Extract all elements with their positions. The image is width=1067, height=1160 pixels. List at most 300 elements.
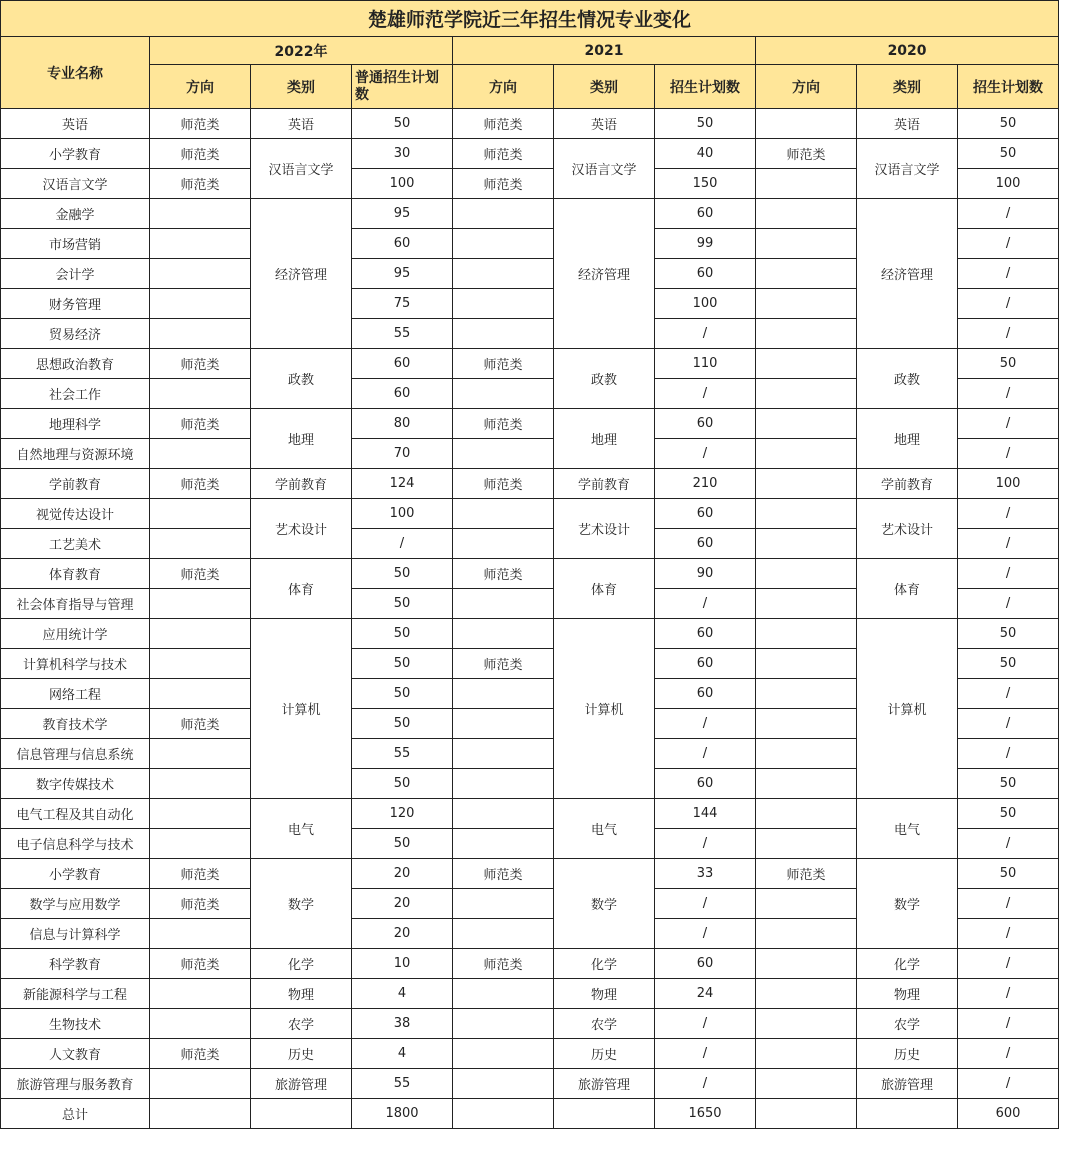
table-row — [1, 199, 1059, 229]
major-name-cell: 科学教育 — [1, 949, 150, 979]
plan-cell-2022: 50 — [352, 649, 453, 679]
category-cell-2022: 计算机 — [251, 619, 352, 799]
category-cell-2022: 体育 — [251, 559, 352, 619]
total-category-2021 — [554, 1099, 655, 1129]
direction-cell-2020 — [756, 469, 857, 499]
category-cell-2022: 汉语言文学 — [251, 139, 352, 199]
plan-cell-2020: / — [958, 259, 1059, 289]
plan-cell-2020: / — [958, 1039, 1059, 1069]
category-cell-2020: 化学 — [857, 949, 958, 979]
plan-cell-2020: / — [958, 949, 1059, 979]
table-row — [1, 949, 1059, 979]
plan-cell-2020: / — [958, 679, 1059, 709]
header-2021-category: 类别 — [554, 65, 655, 109]
header-major-name: 专业名称 — [1, 37, 150, 109]
plan-cell-2022: 20 — [352, 859, 453, 889]
direction-cell-2022 — [150, 199, 251, 229]
direction-cell-2020 — [756, 259, 857, 289]
direction-cell-2020 — [756, 439, 857, 469]
table-row — [1, 1009, 1059, 1039]
category-cell-2020: 政教 — [857, 349, 958, 409]
direction-cell-2020 — [756, 589, 857, 619]
category-cell-2022: 学前教育 — [251, 469, 352, 499]
direction-cell-2021 — [453, 889, 554, 919]
category-cell-2022: 艺术设计 — [251, 499, 352, 559]
plan-cell-2021: / — [655, 739, 756, 769]
category-cell-2021: 计算机 — [554, 619, 655, 799]
direction-cell-2020 — [756, 739, 857, 769]
plan-cell-2022: 95 — [352, 259, 453, 289]
direction-cell-2021 — [453, 379, 554, 409]
table-row — [1, 1039, 1059, 1069]
major-name-cell: 教育技术学 — [1, 709, 150, 739]
header-year-2022: 2022年 — [150, 37, 453, 65]
category-cell-2020: 电气 — [857, 799, 958, 859]
table-row — [1, 799, 1059, 829]
direction-cell-2020 — [756, 769, 857, 799]
plan-cell-2021: 60 — [655, 949, 756, 979]
major-name-cell: 小学教育 — [1, 139, 150, 169]
direction-cell-2020 — [756, 649, 857, 679]
table-row — [1, 559, 1059, 589]
major-name-cell: 地理科学 — [1, 409, 150, 439]
total-plan-2021: 1650 — [655, 1099, 756, 1129]
category-cell-2022: 政教 — [251, 349, 352, 409]
major-name-cell: 生物技术 — [1, 1009, 150, 1039]
direction-cell-2020 — [756, 709, 857, 739]
plan-cell-2021: 60 — [655, 529, 756, 559]
direction-cell-2022 — [150, 919, 251, 949]
category-cell-2022: 旅游管理 — [251, 1069, 352, 1099]
plan-cell-2021: 60 — [655, 769, 756, 799]
plan-cell-2021: 144 — [655, 799, 756, 829]
header-2022-category: 类别 — [251, 65, 352, 109]
plan-cell-2021: / — [655, 589, 756, 619]
table-row — [1, 1069, 1059, 1099]
direction-cell-2022 — [150, 589, 251, 619]
direction-cell-2022 — [150, 979, 251, 1009]
direction-cell-2022 — [150, 499, 251, 529]
direction-cell-2022: 师范类 — [150, 709, 251, 739]
direction-cell-2020 — [756, 229, 857, 259]
plan-cell-2020: / — [958, 589, 1059, 619]
plan-cell-2022: 60 — [352, 229, 453, 259]
direction-cell-2022 — [150, 1009, 251, 1039]
direction-cell-2021: 师范类 — [453, 649, 554, 679]
direction-cell-2021 — [453, 319, 554, 349]
direction-cell-2020 — [756, 799, 857, 829]
table-row — [1, 349, 1059, 379]
plan-cell-2021: / — [655, 829, 756, 859]
plan-cell-2021: 24 — [655, 979, 756, 1009]
major-name-cell: 体育教育 — [1, 559, 150, 589]
plan-cell-2022: 75 — [352, 289, 453, 319]
direction-cell-2021: 师范类 — [453, 349, 554, 379]
major-name-cell: 社会体育指导与管理 — [1, 589, 150, 619]
plan-cell-2022: 10 — [352, 949, 453, 979]
direction-cell-2021 — [453, 439, 554, 469]
direction-cell-2021 — [453, 919, 554, 949]
plan-cell-2020: 50 — [958, 619, 1059, 649]
plan-cell-2020: / — [958, 319, 1059, 349]
plan-cell-2020: / — [958, 919, 1059, 949]
plan-cell-2021: / — [655, 709, 756, 739]
direction-cell-2021 — [453, 979, 554, 1009]
category-cell-2021: 学前教育 — [554, 469, 655, 499]
major-name-cell: 自然地理与资源环境 — [1, 439, 150, 469]
direction-cell-2022 — [150, 1069, 251, 1099]
table-row — [1, 139, 1059, 169]
category-cell-2021: 政教 — [554, 349, 655, 409]
header-2020-direction: 方向 — [756, 65, 857, 109]
plan-cell-2022: 55 — [352, 319, 453, 349]
direction-cell-2021: 师范类 — [453, 469, 554, 499]
direction-cell-2021: 师范类 — [453, 109, 554, 139]
direction-cell-2020 — [756, 409, 857, 439]
direction-cell-2022: 师范类 — [150, 949, 251, 979]
direction-cell-2021 — [453, 499, 554, 529]
major-name-cell: 电子信息科学与技术 — [1, 829, 150, 859]
direction-cell-2020 — [756, 949, 857, 979]
header-year-2020: 2020 — [756, 37, 1059, 65]
plan-cell-2020: / — [958, 199, 1059, 229]
total-direction-2020 — [756, 1099, 857, 1129]
header-year-2021: 2021 — [453, 37, 756, 65]
direction-cell-2022: 师范类 — [150, 349, 251, 379]
category-cell-2020: 历史 — [857, 1039, 958, 1069]
direction-cell-2022 — [150, 289, 251, 319]
major-name-cell: 工艺美术 — [1, 529, 150, 559]
category-cell-2021: 物理 — [554, 979, 655, 1009]
plan-cell-2022: 124 — [352, 469, 453, 499]
direction-cell-2020: 师范类 — [756, 859, 857, 889]
table-body — [1, 109, 1059, 1129]
plan-cell-2022: 100 — [352, 169, 453, 199]
direction-cell-2020 — [756, 679, 857, 709]
total-label: 总计 — [1, 1099, 150, 1129]
plan-cell-2021: / — [655, 1039, 756, 1069]
plan-cell-2020: / — [958, 739, 1059, 769]
direction-cell-2021 — [453, 199, 554, 229]
header-2021-plan: 招生计划数 — [655, 65, 756, 109]
plan-cell-2020: / — [958, 289, 1059, 319]
direction-cell-2021 — [453, 769, 554, 799]
plan-cell-2022: 50 — [352, 589, 453, 619]
header-2020-plan: 招生计划数 — [958, 65, 1059, 109]
major-name-cell: 计算机科学与技术 — [1, 649, 150, 679]
category-cell-2020: 英语 — [857, 109, 958, 139]
plan-cell-2022: 50 — [352, 769, 453, 799]
table-row — [1, 979, 1059, 1009]
direction-cell-2021: 师范类 — [453, 859, 554, 889]
plan-cell-2020: / — [958, 559, 1059, 589]
plan-cell-2022: 4 — [352, 979, 453, 1009]
direction-cell-2020 — [756, 559, 857, 589]
plan-cell-2020: / — [958, 529, 1059, 559]
direction-cell-2020 — [756, 379, 857, 409]
direction-cell-2021: 师范类 — [453, 169, 554, 199]
major-name-cell: 金融学 — [1, 199, 150, 229]
plan-cell-2021: / — [655, 919, 756, 949]
table-row — [1, 469, 1059, 499]
direction-cell-2021 — [453, 619, 554, 649]
major-name-cell: 社会工作 — [1, 379, 150, 409]
header-2021-direction: 方向 — [453, 65, 554, 109]
table-row — [1, 499, 1059, 529]
major-name-cell: 英语 — [1, 109, 150, 139]
category-cell-2021: 地理 — [554, 409, 655, 469]
category-cell-2020: 物理 — [857, 979, 958, 1009]
direction-cell-2022 — [150, 679, 251, 709]
plan-cell-2021: 60 — [655, 259, 756, 289]
direction-cell-2021: 师范类 — [453, 559, 554, 589]
plan-cell-2022: 50 — [352, 679, 453, 709]
direction-cell-2021 — [453, 589, 554, 619]
category-cell-2022: 经济管理 — [251, 199, 352, 349]
direction-cell-2021: 师范类 — [453, 139, 554, 169]
direction-cell-2020 — [756, 199, 857, 229]
plan-cell-2020: / — [958, 439, 1059, 469]
major-name-cell: 贸易经济 — [1, 319, 150, 349]
plan-cell-2020: 100 — [958, 169, 1059, 199]
direction-cell-2021 — [453, 1009, 554, 1039]
category-cell-2022: 农学 — [251, 1009, 352, 1039]
category-cell-2020: 地理 — [857, 409, 958, 469]
table-row — [1, 619, 1059, 649]
plan-cell-2021: 100 — [655, 289, 756, 319]
plan-cell-2020: / — [958, 379, 1059, 409]
direction-cell-2022 — [150, 439, 251, 469]
plan-cell-2020: 50 — [958, 799, 1059, 829]
header-2020-category: 类别 — [857, 65, 958, 109]
direction-cell-2020 — [756, 349, 857, 379]
category-cell-2020: 艺术设计 — [857, 499, 958, 559]
direction-cell-2021 — [453, 289, 554, 319]
direction-cell-2020: 师范类 — [756, 139, 857, 169]
plan-cell-2021: 110 — [655, 349, 756, 379]
plan-cell-2021: 60 — [655, 199, 756, 229]
plan-cell-2020: 50 — [958, 859, 1059, 889]
category-cell-2020: 计算机 — [857, 619, 958, 799]
total-category-2022 — [251, 1099, 352, 1129]
major-name-cell: 财务管理 — [1, 289, 150, 319]
plan-cell-2020: / — [958, 1009, 1059, 1039]
major-name-cell: 应用统计学 — [1, 619, 150, 649]
direction-cell-2022 — [150, 259, 251, 289]
direction-cell-2022 — [150, 739, 251, 769]
plan-cell-2021: 210 — [655, 469, 756, 499]
direction-cell-2022 — [150, 379, 251, 409]
plan-cell-2021: 60 — [655, 679, 756, 709]
direction-cell-2022: 师范类 — [150, 889, 251, 919]
plan-cell-2022: 60 — [352, 349, 453, 379]
category-cell-2021: 历史 — [554, 1039, 655, 1069]
direction-cell-2021 — [453, 529, 554, 559]
plan-cell-2021: 50 — [655, 109, 756, 139]
category-cell-2020: 体育 — [857, 559, 958, 619]
direction-cell-2021 — [453, 1039, 554, 1069]
plan-cell-2021: / — [655, 319, 756, 349]
plan-cell-2020: 50 — [958, 349, 1059, 379]
direction-cell-2022 — [150, 319, 251, 349]
plan-cell-2022: 55 — [352, 739, 453, 769]
direction-cell-2022 — [150, 619, 251, 649]
plan-cell-2020: 50 — [958, 109, 1059, 139]
category-cell-2022: 地理 — [251, 409, 352, 469]
category-cell-2022: 英语 — [251, 109, 352, 139]
direction-cell-2021 — [453, 1069, 554, 1099]
category-cell-2021: 数学 — [554, 859, 655, 949]
direction-cell-2020 — [756, 889, 857, 919]
plan-cell-2021: / — [655, 439, 756, 469]
plan-cell-2022: 50 — [352, 109, 453, 139]
table-row — [1, 109, 1059, 139]
plan-cell-2022: 20 — [352, 919, 453, 949]
major-name-cell: 新能源科学与工程 — [1, 979, 150, 1009]
plan-cell-2022: 50 — [352, 829, 453, 859]
direction-cell-2021 — [453, 259, 554, 289]
major-name-cell: 视觉传达设计 — [1, 499, 150, 529]
category-cell-2021: 农学 — [554, 1009, 655, 1039]
major-name-cell: 数字传媒技术 — [1, 769, 150, 799]
major-name-cell: 旅游管理与服务教育 — [1, 1069, 150, 1099]
total-plan-2022: 1800 — [352, 1099, 453, 1129]
major-name-cell: 信息与计算科学 — [1, 919, 150, 949]
table-title: 楚雄师范学院近三年招生情况专业变化 — [1, 1, 1059, 37]
total-category-2020 — [857, 1099, 958, 1129]
direction-cell-2022 — [150, 799, 251, 829]
major-name-cell: 电气工程及其自动化 — [1, 799, 150, 829]
plan-cell-2021: / — [655, 379, 756, 409]
plan-cell-2020: / — [958, 229, 1059, 259]
direction-cell-2020 — [756, 1009, 857, 1039]
plan-cell-2021: 60 — [655, 619, 756, 649]
plan-cell-2020: / — [958, 499, 1059, 529]
direction-cell-2022 — [150, 829, 251, 859]
header-2022-direction: 方向 — [150, 65, 251, 109]
plan-cell-2022: 100 — [352, 499, 453, 529]
direction-cell-2020 — [756, 529, 857, 559]
plan-cell-2022: 55 — [352, 1069, 453, 1099]
total-direction-2021 — [453, 1099, 554, 1129]
direction-cell-2022: 师范类 — [150, 169, 251, 199]
plan-cell-2020: 50 — [958, 139, 1059, 169]
plan-cell-2020: / — [958, 979, 1059, 1009]
category-cell-2021: 旅游管理 — [554, 1069, 655, 1099]
plan-cell-2022: 95 — [352, 199, 453, 229]
header-2022-plan: 普通招生计划数 — [352, 65, 453, 109]
plan-cell-2022: 30 — [352, 139, 453, 169]
direction-cell-2022 — [150, 649, 251, 679]
category-cell-2021: 化学 — [554, 949, 655, 979]
plan-cell-2022: 80 — [352, 409, 453, 439]
category-cell-2021: 体育 — [554, 559, 655, 619]
plan-cell-2020: / — [958, 829, 1059, 859]
category-cell-2020: 汉语言文学 — [857, 139, 958, 199]
direction-cell-2022: 师范类 — [150, 559, 251, 589]
direction-cell-2022 — [150, 529, 251, 559]
category-cell-2020: 农学 — [857, 1009, 958, 1039]
plan-cell-2022: / — [352, 529, 453, 559]
direction-cell-2021 — [453, 829, 554, 859]
direction-cell-2021: 师范类 — [453, 409, 554, 439]
direction-cell-2021 — [453, 799, 554, 829]
category-cell-2021: 英语 — [554, 109, 655, 139]
direction-cell-2020 — [756, 829, 857, 859]
direction-cell-2020 — [756, 109, 857, 139]
table-row — [1, 409, 1059, 439]
direction-cell-2022 — [150, 229, 251, 259]
category-cell-2020: 数学 — [857, 859, 958, 949]
plan-cell-2021: / — [655, 889, 756, 919]
total-direction-2022 — [150, 1099, 251, 1129]
direction-cell-2022: 师范类 — [150, 469, 251, 499]
major-name-cell: 思想政治教育 — [1, 349, 150, 379]
direction-cell-2021 — [453, 679, 554, 709]
direction-cell-2020 — [756, 1069, 857, 1099]
plan-cell-2022: 70 — [352, 439, 453, 469]
direction-cell-2022: 师范类 — [150, 109, 251, 139]
plan-cell-2022: 50 — [352, 619, 453, 649]
plan-cell-2021: 40 — [655, 139, 756, 169]
plan-cell-2020: / — [958, 889, 1059, 919]
plan-cell-2020: / — [958, 709, 1059, 739]
total-row — [1, 1099, 1059, 1129]
direction-cell-2020 — [756, 499, 857, 529]
total-plan-2020: 600 — [958, 1099, 1059, 1129]
major-name-cell: 人文教育 — [1, 1039, 150, 1069]
category-cell-2020: 经济管理 — [857, 199, 958, 349]
direction-cell-2021 — [453, 229, 554, 259]
plan-cell-2021: 60 — [655, 409, 756, 439]
direction-cell-2020 — [756, 1039, 857, 1069]
plan-cell-2020: / — [958, 1069, 1059, 1099]
major-name-cell: 数学与应用数学 — [1, 889, 150, 919]
major-name-cell: 学前教育 — [1, 469, 150, 499]
direction-cell-2020 — [756, 979, 857, 1009]
category-cell-2022: 历史 — [251, 1039, 352, 1069]
direction-cell-2022: 师范类 — [150, 859, 251, 889]
plan-cell-2020: 50 — [958, 649, 1059, 679]
plan-cell-2022: 60 — [352, 379, 453, 409]
category-cell-2020: 学前教育 — [857, 469, 958, 499]
table-row — [1, 859, 1059, 889]
direction-cell-2021 — [453, 739, 554, 769]
plan-cell-2020: 50 — [958, 769, 1059, 799]
plan-cell-2021: 150 — [655, 169, 756, 199]
major-name-cell: 网络工程 — [1, 679, 150, 709]
plan-cell-2022: 120 — [352, 799, 453, 829]
direction-cell-2020 — [756, 319, 857, 349]
plan-cell-2021: 99 — [655, 229, 756, 259]
plan-cell-2022: 50 — [352, 709, 453, 739]
category-cell-2021: 电气 — [554, 799, 655, 859]
direction-cell-2021: 师范类 — [453, 949, 554, 979]
category-cell-2022: 电气 — [251, 799, 352, 859]
category-cell-2022: 数学 — [251, 859, 352, 949]
direction-cell-2020 — [756, 289, 857, 319]
plan-cell-2021: / — [655, 1069, 756, 1099]
plan-cell-2021: 60 — [655, 499, 756, 529]
plan-cell-2022: 50 — [352, 559, 453, 589]
plan-cell-2022: 4 — [352, 1039, 453, 1069]
direction-cell-2022: 师范类 — [150, 409, 251, 439]
plan-cell-2021: 90 — [655, 559, 756, 589]
plan-cell-2022: 20 — [352, 889, 453, 919]
plan-cell-2020: 100 — [958, 469, 1059, 499]
plan-cell-2021: / — [655, 1009, 756, 1039]
direction-cell-2020 — [756, 169, 857, 199]
